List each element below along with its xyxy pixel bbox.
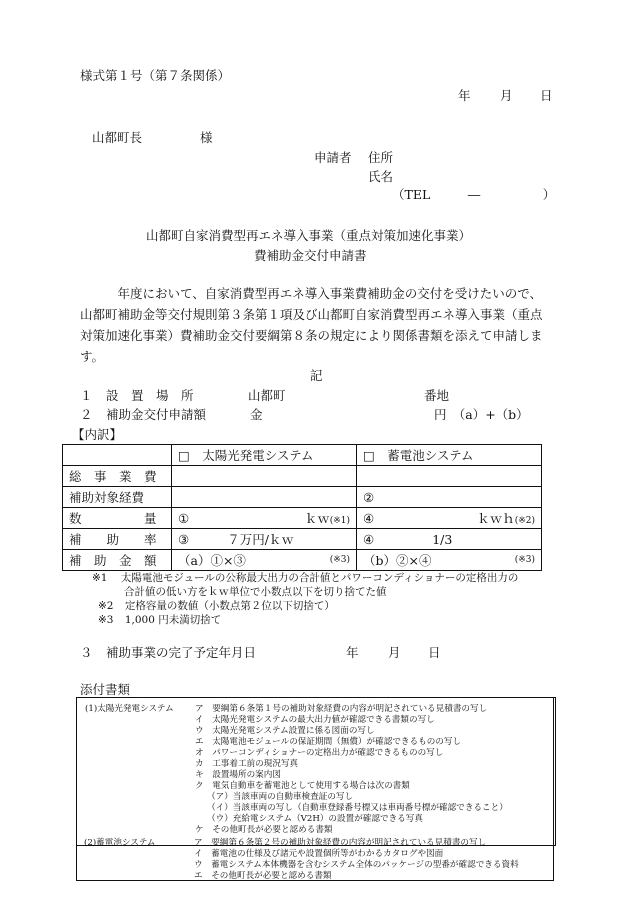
item2-kin: 金 [250,407,263,422]
date-year: 年 [458,88,471,103]
solar-item-last: ケ その他町長が必要と認める書類 [195,825,333,835]
table-header-row [63,445,542,466]
solar-item: エ 太陽電池モジュールの保証期間（無償）が確認できるものの写し [195,737,462,747]
battery-item: ア 要綱第６条第２号の補助対象経費の内容が明記されている見積書の写し [194,838,487,848]
breakdown-table [62,444,542,571]
item2-yen: 円 （a）+（b） [434,407,529,422]
solar-item: ウ 太陽光発電システム設置に係る図面の写し [195,726,375,736]
quantity-solar [172,508,357,529]
qty-solar-unit: ｋｗ [304,511,330,526]
table-row [63,466,542,487]
row-eligible-cost-label: 補助対象経費 [63,487,172,508]
note-1-mark: ※1 [92,572,108,584]
item3-label: 補助事業の完了予定年月日 [106,645,257,660]
table-row [63,487,542,508]
note-2 [98,599,335,613]
qty-battery-unit: ｋｗｈ [477,511,515,526]
solar-category: (1)太陽光発電システム [85,704,174,714]
item2-label: 補助金交付申請額 [106,407,207,422]
note-1 [92,571,518,599]
note-2-text: 定格容量の数値（小数点第２位以下切捨て） [124,600,335,612]
row-quantity-label: 数 量 [63,508,172,529]
solar-item: オ パワーコンディショナーの定格出力が確認できるものの写し [195,748,444,758]
row-amount-label: 補 助 金 額 [63,550,172,571]
addressee-honorific: 様 [200,130,213,145]
applicant-label: 申請者 [314,150,352,165]
applicant-name-label: 氏名 [368,169,394,184]
amount-battery [357,550,542,571]
applicant-tel: （TEL ― ） [392,187,556,202]
col-solar-header: □ 太陽光発電システム [172,445,357,466]
item1-number: １ [80,388,93,403]
item3-day: 日 [428,645,441,660]
amount-solar [172,550,357,571]
amount-battery-note: (※3) [514,555,535,565]
table-row [63,529,542,550]
table-row [63,550,542,571]
battery-item: イ 蓄電池の仕様及び諸元や設置個所等がわかるカタログや図面 [194,849,444,859]
attachments-frame [76,697,554,881]
solar-item: イ 太陽光発電システムの最大出力値が確認できる書類の写し [195,715,435,725]
note-3-text: 1,000 円未満切捨て [124,614,222,626]
eligible-cost-battery: ② [357,487,542,508]
battery-item: エ その他町長が必要と認める書類 [194,871,332,881]
eligible-cost-solar [172,487,357,508]
qty-solar-note: (※1) [329,516,350,526]
solar-item: カ 工事着工前の現況写真 [195,759,299,769]
qty-battery-mark: ④ [363,510,375,526]
col-battery-header: □ 蓄電池システム [357,445,542,466]
amount-solar-note: (※3) [329,555,350,565]
title-line2: 費補助金交付申請書 [254,248,367,263]
qty-battery-note: (※2) [514,516,535,526]
item1-town: 山都町 [248,388,286,403]
quantity-battery [357,508,542,529]
total-cost-battery [357,466,542,487]
solar-item: ア 要綱第６条第１号の補助対象経費の内容が明記されている見積書の写し [195,704,488,714]
ki-mark: 記 [310,368,323,383]
solar-item: キ 設置場所の案内図 [195,770,281,780]
item3-number: ３ [80,645,93,660]
form-label: 様式第１号（第７条関係） [80,68,231,83]
total-cost-solar [172,466,357,487]
rate-solar [172,529,357,550]
note-3-mark: ※3 [98,614,114,626]
addressee-name: 山都町長 [92,130,143,145]
battery-category: (2)蓄電池システム [84,838,156,848]
item3-month: 月 [388,645,401,660]
note-1-line2: 合計値の低い方をｋｗ単位で小数点以下を切り捨てた値 [124,586,387,598]
amount-battery-formula: （b）②×④ [363,553,432,568]
rate-battery-value: 1/3 [432,531,453,547]
table-row [63,508,542,529]
rate-battery-mark: ④ [363,531,375,547]
item2-number: ２ [80,407,93,422]
breakdown-label: 【内訳】 [72,427,123,442]
body-text: 年度において、自家消費型再エネ導入事業費補助金の交付を受けたいので、山都町補助金等交付規則第３条第１項及び山都町自家消費型再エネ導入事業（重点対策加速化事業）費補助金交付要綱第８条の規定により関係書類を添えて申請します。 [80,286,543,364]
item3-year: 年 [346,645,359,660]
rate-battery [357,529,542,550]
note-1-line1: 太陽電池モジュールの公称最大出力の合計値とパワーコンディショナーの定格出力の [120,572,519,584]
note-3 [98,613,221,627]
rate-solar-value: ７万円/ｋｗ [227,532,294,547]
title-line1: 山都町自家消費型再エネ導入事業（重点対策加速化事業） [146,228,472,243]
item1-label: 設 置 場 所 [106,388,194,403]
note-2-mark: ※2 [98,600,114,612]
solar-sub-item: （ウ）充給電システム（V2H）の設置が確認できる写真 [207,814,423,824]
date-month: 月 [500,88,513,103]
item1-banchi: 番地 [424,388,450,403]
attachments-heading: 添付書類 [80,682,131,697]
battery-item: ウ 蓄電システム本体機器を含むシステム全体のパッケージの型番が確認できる資料 [194,860,519,870]
qty-solar-mark: ① [178,510,190,526]
solar-item: ク 電気自動車を蓄電池として使用する場合は次の書類 [195,781,410,791]
row-total-cost-label: 総 事 業 費 [63,466,172,487]
amount-solar-formula: （a）①×③ [178,553,246,568]
rate-solar-mark: ③ [178,532,190,547]
header-blank [63,445,172,466]
solar-sub-item: （ア）当該車両の自動車検査証の写し [207,792,354,802]
row-rate-label: 補 助 率 [63,529,172,550]
date-day: 日 [540,88,553,103]
applicant-address-label: 住所 [368,150,394,165]
solar-sub-item: （イ）当該車両の写し（自動車登録番号標又は車両番号標が確認できること） [207,803,508,813]
